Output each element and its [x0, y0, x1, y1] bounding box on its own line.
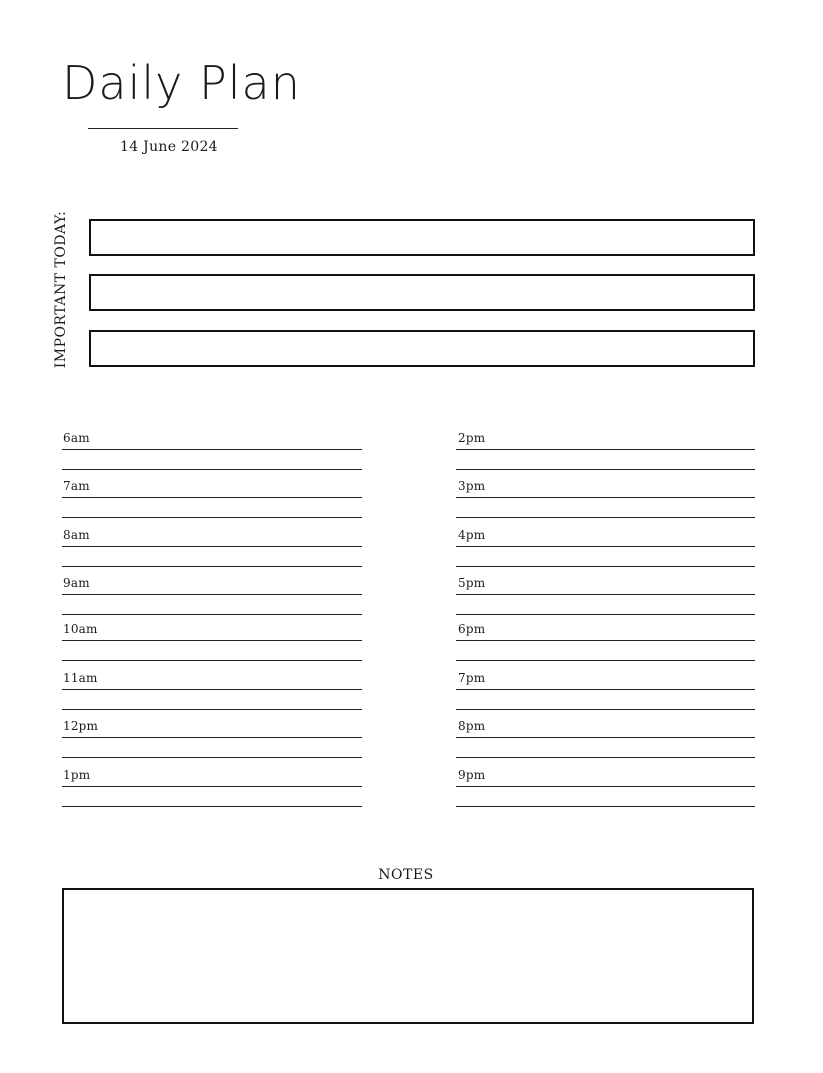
hour-line-12pm[interactable] [62, 737, 362, 738]
hour-line-10am-half[interactable] [62, 660, 362, 661]
hour-label-8am: 8am [63, 528, 90, 542]
hour-line-6pm[interactable] [456, 640, 755, 641]
hour-label-11am: 11am [63, 671, 98, 685]
hour-line-2pm[interactable] [456, 449, 755, 450]
hour-label-7am: 7am [63, 479, 90, 493]
hour-label-1pm: 1pm [63, 768, 91, 782]
hour-line-11am-half[interactable] [62, 709, 362, 710]
hour-label-4pm: 4pm [458, 528, 486, 542]
important-item-3[interactable] [89, 330, 755, 367]
hour-line-8am-half[interactable] [62, 566, 362, 567]
hour-line-9pm-half[interactable] [456, 806, 755, 807]
hour-line-3pm[interactable] [456, 497, 755, 498]
hour-line-4pm-half[interactable] [456, 566, 755, 567]
hour-line-6am-half[interactable] [62, 469, 362, 470]
hour-line-8pm-half[interactable] [456, 757, 755, 758]
hour-line-6pm-half[interactable] [456, 660, 755, 661]
hour-line-3pm-half[interactable] [456, 517, 755, 518]
hour-line-7pm[interactable] [456, 689, 755, 690]
hour-line-9am-half[interactable] [62, 614, 362, 615]
hour-label-6am: 6am [63, 431, 90, 445]
hour-label-2pm: 2pm [458, 431, 486, 445]
title-underline [88, 128, 238, 129]
hour-line-11am[interactable] [62, 689, 362, 690]
important-today-label: IMPORTANT TODAY: [53, 210, 69, 369]
hour-line-8am[interactable] [62, 546, 362, 547]
hour-line-10am[interactable] [62, 640, 362, 641]
hour-line-7am[interactable] [62, 497, 362, 498]
hour-line-8pm[interactable] [456, 737, 755, 738]
hour-line-9pm[interactable] [456, 786, 755, 787]
important-item-2[interactable] [89, 274, 755, 311]
notes-box[interactable] [62, 888, 754, 1024]
hour-line-4pm[interactable] [456, 546, 755, 547]
hour-label-3pm: 3pm [458, 479, 486, 493]
hour-line-7pm-half[interactable] [456, 709, 755, 710]
page-date: 14 June 2024 [120, 139, 218, 155]
hour-label-7pm: 7pm [458, 671, 486, 685]
hour-label-9pm: 9pm [458, 768, 486, 782]
hour-line-7am-half[interactable] [62, 517, 362, 518]
hour-line-5pm-half[interactable] [456, 614, 755, 615]
notes-label: NOTES [378, 867, 434, 883]
hour-line-12pm-half[interactable] [62, 757, 362, 758]
important-item-1[interactable] [89, 219, 755, 256]
hour-label-12pm: 12pm [63, 719, 99, 733]
hour-line-6am[interactable] [62, 449, 362, 450]
hour-line-1pm-half[interactable] [62, 806, 362, 807]
hour-label-8pm: 8pm [458, 719, 486, 733]
hour-label-5pm: 5pm [458, 576, 486, 590]
page-title: Daily Plan [62, 56, 301, 110]
hour-line-1pm[interactable] [62, 786, 362, 787]
hour-label-9am: 9am [63, 576, 90, 590]
hour-line-9am[interactable] [62, 594, 362, 595]
hour-line-5pm[interactable] [456, 594, 755, 595]
hour-line-2pm-half[interactable] [456, 469, 755, 470]
hour-label-6pm: 6pm [458, 622, 486, 636]
hour-label-10am: 10am [63, 622, 98, 636]
